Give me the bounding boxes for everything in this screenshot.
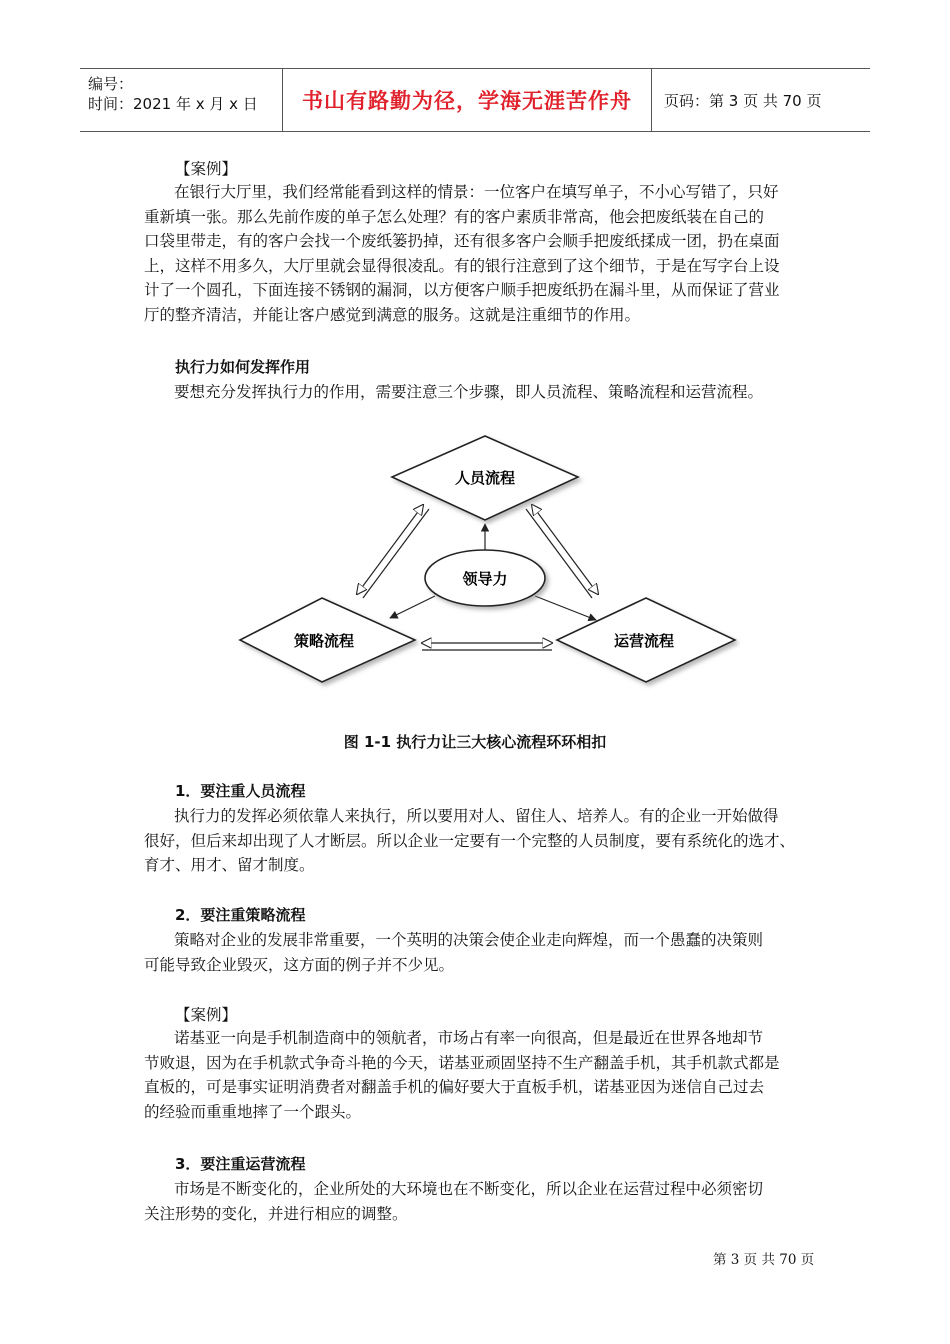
header-number-label: 编号： bbox=[88, 75, 134, 93]
section2-paragraph bbox=[144, 928, 834, 977]
header-motto-cell bbox=[283, 69, 652, 131]
header-motto: 书山有路勤为径，学海无涯苦作舟 bbox=[302, 89, 632, 113]
paragraph-line: 要想充分发挥执行力的作用，需要注意三个步骤，即人员流程、策略流程和运营流程。 bbox=[174, 383, 764, 401]
paragraph-line: 口袋里带走，有的客户会找一个废纸篓扔掉，还有很多客户会顺手把废纸揉成一团，扔在桌面 bbox=[144, 232, 780, 250]
paragraph-line: 可能导致企业毁灭，这方面的例子并不少见。 bbox=[144, 955, 455, 974]
section3-paragraph bbox=[144, 1177, 834, 1226]
paragraph-line: 节败退，因为在手机款式争奇斗艳的今天，诺基亚顽固坚持不生产翻盖手机，其手机款式都是 bbox=[144, 1053, 780, 1072]
case2-paragraph bbox=[144, 1026, 834, 1124]
header-left-cell bbox=[80, 69, 283, 131]
paragraph-line: 诺基亚一向是手机制造商中的领航者，市场占有率一向很高，但是最近在世界各地却节 bbox=[174, 1029, 764, 1047]
diagram-svg bbox=[230, 428, 740, 698]
header-page-label: 页码：第 3 页 共 70 页 bbox=[664, 91, 822, 110]
case1-paragraph bbox=[144, 180, 834, 327]
section3-heading: 3．要注重运营流程 bbox=[175, 1155, 306, 1173]
paragraph-line: 育才、用才、留才制度。 bbox=[144, 856, 315, 874]
section2-heading: 2．要注重策略流程 bbox=[175, 906, 306, 924]
section-main-paragraph bbox=[144, 380, 834, 405]
paragraph-line: 直板的，可是事实证明消费者对翻盖手机的偏好要大于直板手机，诺基亚因为迷信自己过去 bbox=[144, 1078, 765, 1096]
node-left-label: 策略流程 bbox=[293, 632, 355, 650]
paragraph-line: 很好，但后来却出现了人才断层。所以企业一定要有一个完整的人员制度，要有系统化的选才、 bbox=[144, 831, 796, 850]
paragraph-line: 重新填一张。那么先前作废的单子怎么处理？有的客户素质非常高，他会把废纸装在自己的 bbox=[144, 207, 765, 226]
paragraph-line: 关注形势的变化，并进行相应的调整。 bbox=[144, 1204, 408, 1223]
paragraph-line: 计了一个圆孔，下面连接不锈钢的漏洞，以方便客户顺手把废纸扔在漏斗里，从而保证了营业 bbox=[144, 281, 780, 299]
paragraph-line: 上，这样不用多久，大厅里就会显得很凌乱。有的银行注意到了这个细节，于是在写字台上设 bbox=[144, 256, 780, 275]
arrow-left-right bbox=[422, 643, 552, 650]
figure-caption: 图 1-1 执行力让三大核心流程环环相扣 bbox=[343, 733, 607, 751]
node-top-label: 人员流程 bbox=[454, 469, 516, 487]
node-center-label: 领导力 bbox=[462, 570, 508, 588]
case1-tag: 【案例】 bbox=[175, 160, 238, 178]
arrow-top-left bbox=[357, 505, 429, 598]
case2-tag: 【案例】 bbox=[175, 1006, 238, 1024]
section1-heading: 1．要注重人员流程 bbox=[175, 782, 306, 800]
process-diagram bbox=[230, 428, 740, 698]
paragraph-line: 在银行大厅里，我们经常能看到这样的情景：一位客户在填写单子，不小心写错了，只好 bbox=[174, 183, 779, 201]
paragraph-line: 厅的整齐清洁，并能让客户感觉到满意的服务。这就是注重细节的作用。 bbox=[144, 305, 641, 324]
paragraph-line: 的经验而重重地摔了一个跟头。 bbox=[144, 1102, 362, 1121]
section-heading-main: 执行力如何发挥作用 bbox=[175, 358, 311, 376]
node-right-label: 运营流程 bbox=[613, 632, 675, 650]
page-footer: 第 3 页 共 70 页 bbox=[713, 1252, 815, 1268]
header-time-label: 时间：2021 年 x 月 x 日 bbox=[88, 95, 258, 113]
page-header bbox=[80, 68, 870, 132]
arrow-center-right bbox=[535, 596, 596, 620]
header-page-cell bbox=[652, 69, 870, 131]
paragraph-line: 执行力的发挥必须依靠人来执行，所以要用对人、留住人、培养人。有的企业一开始做得 bbox=[174, 807, 779, 825]
paragraph-line: 市场是不断变化的，企业所处的大环境也在不断变化，所以企业在运营过程中必须密切 bbox=[174, 1180, 764, 1198]
paragraph-line: 策略对企业的发展非常重要，一个英明的决策会使企业走向辉煌，而一个愚蠢的决策则 bbox=[174, 931, 764, 949]
section1-paragraph bbox=[144, 804, 834, 878]
arrow-center-left bbox=[390, 596, 435, 618]
